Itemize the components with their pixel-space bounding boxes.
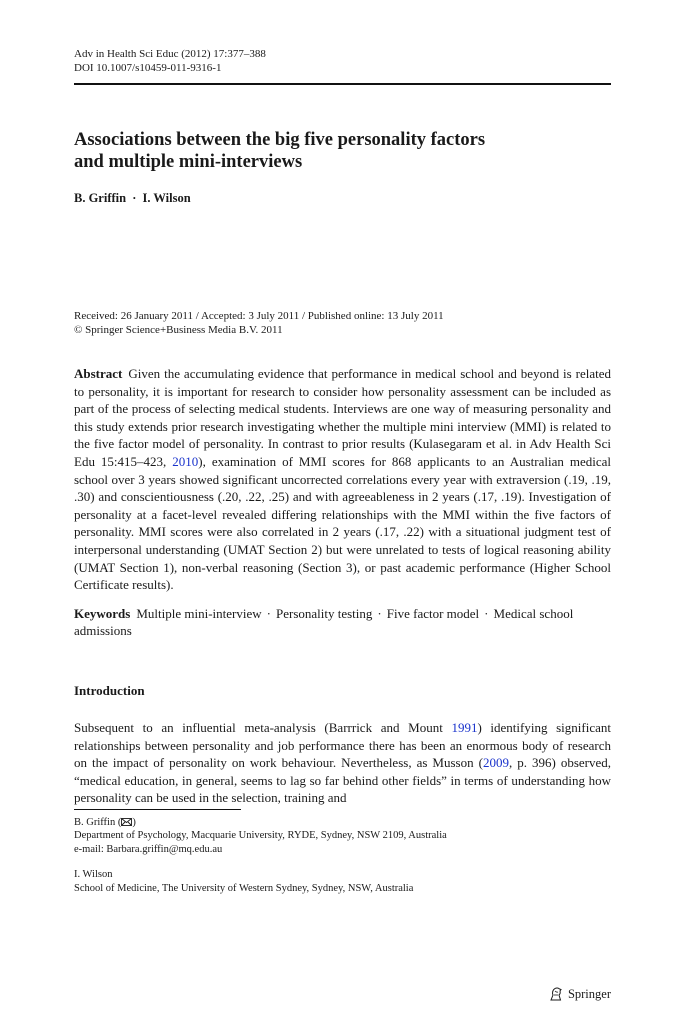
footnote-griffin-name-line	[74, 816, 611, 830]
footnote-wilson	[74, 868, 611, 895]
journal-header	[74, 48, 611, 75]
publisher-name: Springer	[567, 986, 611, 1001]
journal-citation: Adv in Health Sci Educ (2012) 17:377–388	[74, 48, 266, 60]
intro-text-part1: Subsequent to an influential meta-analysis (Barrrick and Mount	[74, 719, 452, 735]
intro-text-part2: ) identifying significant relationships between personality and job performance there has been an enormous body of research on the impact of personality on work behaviour. Nevertheless, as Musson (	[74, 719, 611, 771]
keyword-item: Multiple mini-interview	[136, 605, 262, 621]
footnote-griffin-affiliation: Department of Psychology, Macquarie University, RYDE, Sydney, NSW 2109, Australia	[74, 830, 447, 842]
envelope-icon[interactable]	[121, 817, 132, 828]
journal-doi: DOI 10.1007/s10459-011-9316-1	[74, 61, 222, 74]
citation-link-2010[interactable]: 2010	[172, 453, 199, 469]
keyword-item: Personality testing	[275, 605, 373, 621]
intro-text-part3: , p. 396) observed, “medical education, in general, seems to lag so far behind other fields” in terms of understanding how personality can be used in the selection, training and	[74, 755, 611, 806]
header-rule	[74, 83, 611, 85]
keywords-label: Keywords	[74, 605, 131, 621]
citation-link-1991[interactable]: 1991	[451, 719, 478, 735]
author-wilson[interactable]: I. Wilson	[142, 191, 191, 205]
author-griffin[interactable]: B. Griffin	[74, 191, 127, 205]
abstract	[74, 365, 611, 594]
title-line-1: Associations between the big five personality factors	[74, 130, 486, 150]
footnote-rule	[74, 809, 241, 810]
footnote-griffin	[74, 816, 611, 857]
footnote-paren: )	[132, 816, 136, 828]
author-separator: ·	[132, 191, 137, 205]
footnote-griffin-email[interactable]: e-mail: Barbara.griffin@mq.edu.au	[74, 843, 223, 855]
keyword-separator: ·	[377, 605, 382, 621]
keywords	[74, 605, 611, 640]
copyright-line: © Springer Science+Business Media B.V. 2011	[74, 323, 283, 336]
section-heading-introduction: Introduction	[74, 682, 145, 698]
publication-info	[74, 310, 611, 337]
abstract-label: Abstract	[74, 366, 123, 381]
footnote-wilson-name: I. Wilson	[74, 869, 113, 881]
keyword-item: Medical school admissions	[74, 605, 574, 639]
abstract-text-part2: ), examination of MMI scores for 868 applicants to an Australian medical school over 3 years showed significant uncorrected correlations every year with extraversion (.19, .19, .30) and conscientiousness (.20, .22, .25) and with agreeableness in 2 years (.17, .19). Investigation of personality at a facet-level revealed differing relationships with the MMI within the five factors of personality. MMI scores were also correlated in 2 years (.17, .22) with a situational judgment test of interpersonal understanding (UMAT Section 2) but were unrelated to tests of logical reasoning ability (UMAT Section 1), non-verbal reasoning (Section 3), or past academic performance (Higher School Certificate results).	[74, 453, 611, 593]
article-title	[74, 129, 611, 173]
article-page	[74, 48, 611, 895]
citation-link-2009[interactable]: 2009	[482, 755, 509, 771]
springer-logo	[548, 986, 611, 1002]
author-list	[74, 191, 611, 206]
introduction-paragraph	[74, 719, 611, 807]
publication-dates: Received: 26 January 2011 / Accepted: 3 July 2011 / Published online: 13 July 2011	[74, 310, 444, 322]
abstract-text-part1: Given the accumulating evidence that performance in medical school and beyond is related to personality, it is important for research to consider how personality assessment can be included as part of the process of selecting medical students. Interviews are one way of measuring personality and this study extends prior research investigating whether the multiple mini interview (MMI) is related to the five factor model of personality. In contrast to prior results (Kulasegaram et al. in Adv Health Sci Edu 15:415–423,	[74, 366, 611, 469]
springer-horse-icon	[548, 986, 564, 1002]
keyword-separator: ·	[484, 605, 489, 621]
footnote-author-name: B. Griffin (	[74, 816, 122, 828]
keyword-separator: ·	[266, 605, 271, 621]
title-line-2: and multiple mini-interviews	[74, 152, 303, 172]
keyword-item: Five factor model	[386, 605, 480, 621]
footnote-wilson-affiliation: School of Medicine, The University of Western Sydney, Sydney, NSW, Australia	[74, 882, 414, 894]
